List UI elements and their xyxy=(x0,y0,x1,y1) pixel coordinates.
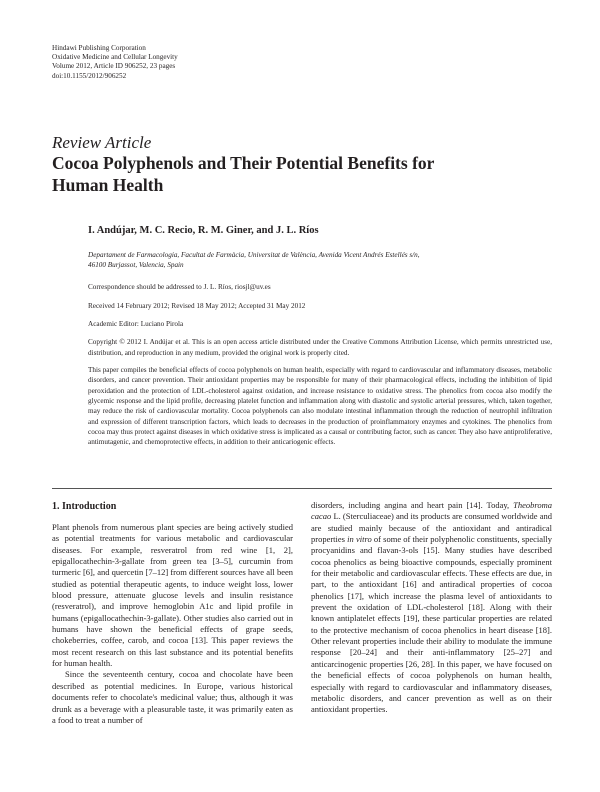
affiliation xyxy=(88,250,550,270)
academic-editor: Academic Editor: Luciano Pirola xyxy=(88,320,184,328)
journal-name: Oxidative Medicine and Cellular Longevity xyxy=(52,53,178,62)
text-run: L. (Sterculiaceae) and its products are consumed worldwide and are studied mainly because of the antioxidant and antiradical properties xyxy=(311,511,552,545)
affiliation-line-1: Departament de Farmacologia, Facultat de Farmàcia, Universitat de València, Avenida Vicent Andrés Estellés s/n, xyxy=(88,251,420,259)
abstract: This paper compiles the beneficial effects of cocoa polyphenols on human health, especially with regard to cardiovascular and inflammatory diseases, metabolic disorders, and cancer prevention. Their antioxidant properties may be responsible for many of their pharmacological effects, including the inhibition of lipid peroxidation and the protection of LDL-cholesterol against oxidation, and increase resistance to oxidative stress. The phenolics from cocoa also modify the glycemic response and the lipid profile, decreasing platelet function and inflammation along with diastolic and systolic arterial pressures, which, taken together, may reduce the risk of cardiovascular mortality. Cocoa polyphenols can also modulate intestinal inflammation through the reduction of neutrophil infiltration and expression of different transcription factors, which leads to decreases in the production of proinflammatory enzymes and cytokines. The phenolics from cocoa may thus protect against diseases in which oxidative stress is implicated as a causal or contributing factor, such as cancer. They also have antiproliferative, antimutagenic, and chemoprotective effects, in addition to their anticariogenic effects. xyxy=(88,366,552,447)
right-column xyxy=(311,500,552,716)
title-line-1: Cocoa Polyphenols and Their Potential Benefits for xyxy=(52,153,435,173)
correspondence: Correspondence should be addressed to J. L. Ríos, riosjl@uv.es xyxy=(88,283,271,291)
paragraph: Plant phenols from numerous plant species are being actively studied as potential treatments for various metabolic and cardiovascular diseases. For example, resveratrol from red wine [1, 2], epigallocathechin-3-gallate from green tea [3–5], curcumin from turmeric [6], and quercetin [7–12] from different sources have all been studied as potential therapeutic agents, to induce weight loss, lower blood pressure, attenuate glucose levels and insulin resistance (resveratrol), and improve hemoglobin A1c and lipid profile in humans (epigallocathechin-3-gallate). Other studies also carried out in humans have shown the beneficial effects of grape seeds, chokeberries, coffee, carob, and cocoa [13]. This paper reviews the most recent research on this last substance and its potential benefits for human health. xyxy=(52,522,293,669)
affiliation-line-2: 46100 Burjassot, Valencia, Spain xyxy=(88,261,184,269)
title-line-2: Human Health xyxy=(52,174,164,195)
copyright-notice: Copyright © 2012 I. Andújar et al. This is an open access article distributed under the Creative Commons Attribution License, which permits unrestricted use, distribution, and reproduction in any medium, provided the original work is properly cited. xyxy=(88,338,552,357)
article-type: Review Article xyxy=(52,133,152,152)
doi: doi:10.1155/2012/906252 xyxy=(52,71,127,80)
text-run: of some of their polyphenolic constituents, specially procyanidins and flavan-3-ols [15]. Many studies have described cocoa phenolics as being bioactive compounds, especially prominent for their metabolic and cardiovascular effects. These effects are due, in part, to the antioxidant [16] and antiradical properties of cocoa phenolics [17], which increase the plasma level of antioxidants to prevent the oxidation of LDL-cholesterol [18]. Along with their known antiplatelet effects [19], these particular properties are related to the protective mechanism of cocoa phenolics in heart disease [18]. Other relevant properties include their ability to modulate the immune response [20–24] and their anti-inflammatory [25–27] and anticarcinogenic properties [26, 28]. In this paper, we have focused on the beneficial effects of cocoa polyphenols on human health, especially with regard to cardiovascular and inflammatory diseases, metabolic disorders, and cancer prevention as well as on their antioxidant properties. xyxy=(311,534,552,715)
volume-info: Volume 2012, Article ID 906252, 23 pages xyxy=(52,62,176,71)
author-list: I. Andújar, M. C. Recio, R. M. Giner, and J. L. Ríos xyxy=(88,225,319,236)
journal-header xyxy=(52,44,178,81)
paragraph xyxy=(311,500,552,716)
paragraph: Since the seventeenth century, cocoa and chocolate have been described as potential medicines. In Europe, various historical documents refer to chocolate's medicinal value; thus, although it was drunk as a beverage with a pleasurable taste, it was primarily eaten as a food to treat a number of xyxy=(52,669,293,725)
species-name: Theobroma cacao xyxy=(311,500,552,522)
article-dates: Received 14 February 2012; Revised 18 May 2012; Accepted 31 May 2012 xyxy=(88,302,306,310)
italic-term: in vitro xyxy=(347,534,372,545)
paper-title xyxy=(52,153,522,196)
section-heading: 1. Introduction xyxy=(52,501,117,512)
left-column xyxy=(52,522,293,726)
publisher-name: Hindawi Publishing Corporation xyxy=(52,44,146,52)
text-run: disorders, including angina and heart pain [14]. Today, xyxy=(311,500,514,510)
section-divider xyxy=(52,488,552,489)
